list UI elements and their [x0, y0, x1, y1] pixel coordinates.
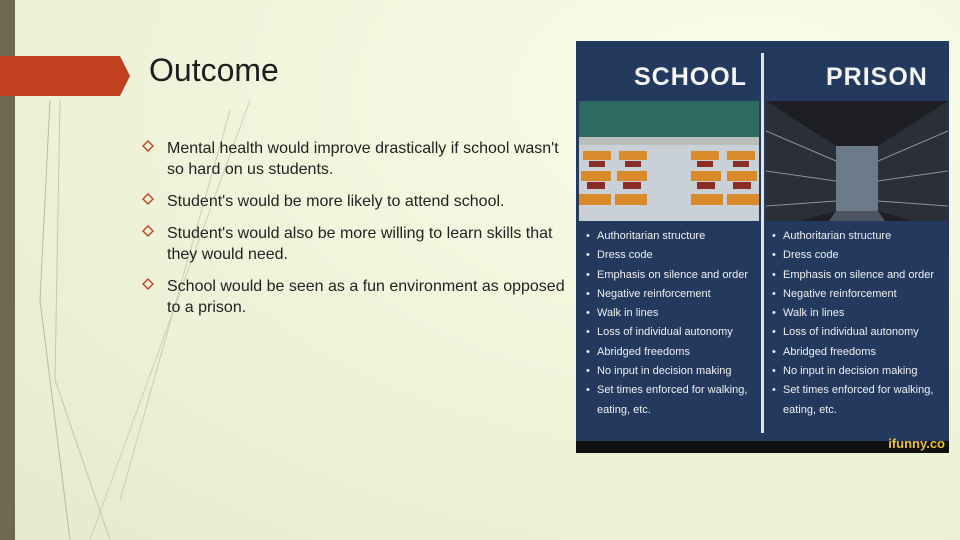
- list-item: • Authoritarian structure: [586, 227, 764, 246]
- list-item: • Negative reinforcement: [586, 285, 764, 304]
- slide-title: Outcome: [149, 52, 279, 88]
- bullet-text: Student's would be more likely to attend school.: [167, 193, 505, 210]
- diamond-bullet-icon: [142, 140, 154, 152]
- list-item: • Abridged freedoms: [772, 343, 949, 362]
- bullet-text: School would be seen as a fun environment as opposed to a prison.: [167, 278, 565, 316]
- bullet-item: [142, 138, 572, 180]
- list-item: • Negative reinforcement: [772, 285, 949, 304]
- list-item: • No input in decision making: [586, 362, 764, 381]
- list-item: • Emphasis on silence and order: [772, 266, 949, 285]
- bullet-item: [142, 223, 572, 265]
- list-item: • Walk in lines: [772, 304, 949, 323]
- bullet-text: Mental health would improve drastically if school wasn't so hard on us students.: [167, 140, 559, 178]
- list-item: • Dress code: [772, 246, 949, 265]
- bullet-list: [142, 138, 572, 329]
- list-item: • Dress code: [586, 246, 764, 265]
- bullet-text: Student's would also be more willing to learn skills that they would need.: [167, 225, 553, 263]
- school-header: SCHOOL: [634, 63, 747, 91]
- list-item: • Abridged freedoms: [586, 343, 764, 362]
- list-item: • Loss of individual autonomy: [772, 323, 949, 342]
- diamond-bullet-icon: [142, 193, 154, 205]
- list-item: • Loss of individual autonomy: [586, 323, 764, 342]
- school-traits-list: [586, 227, 764, 420]
- list-item: • Set times enforced for walking, eating, etc.: [772, 381, 949, 420]
- ifunny-watermark: ifunny.co: [888, 436, 945, 451]
- list-item: • Walk in lines: [586, 304, 764, 323]
- prison-traits-list: [772, 227, 949, 420]
- title-accent-bar: [0, 56, 120, 96]
- list-item: • No input in decision making: [772, 362, 949, 381]
- diamond-bullet-icon: [142, 278, 154, 290]
- bullet-item: [142, 191, 572, 212]
- bullet-item: [142, 276, 572, 318]
- diamond-bullet-icon: [142, 225, 154, 237]
- list-item: • Set times enforced for walking, eating, etc.: [586, 381, 764, 420]
- prison-header: PRISON: [826, 63, 928, 91]
- school-vs-prison-image: [576, 41, 949, 453]
- list-item: • Emphasis on silence and order: [586, 266, 764, 285]
- list-item: • Authoritarian structure: [772, 227, 949, 246]
